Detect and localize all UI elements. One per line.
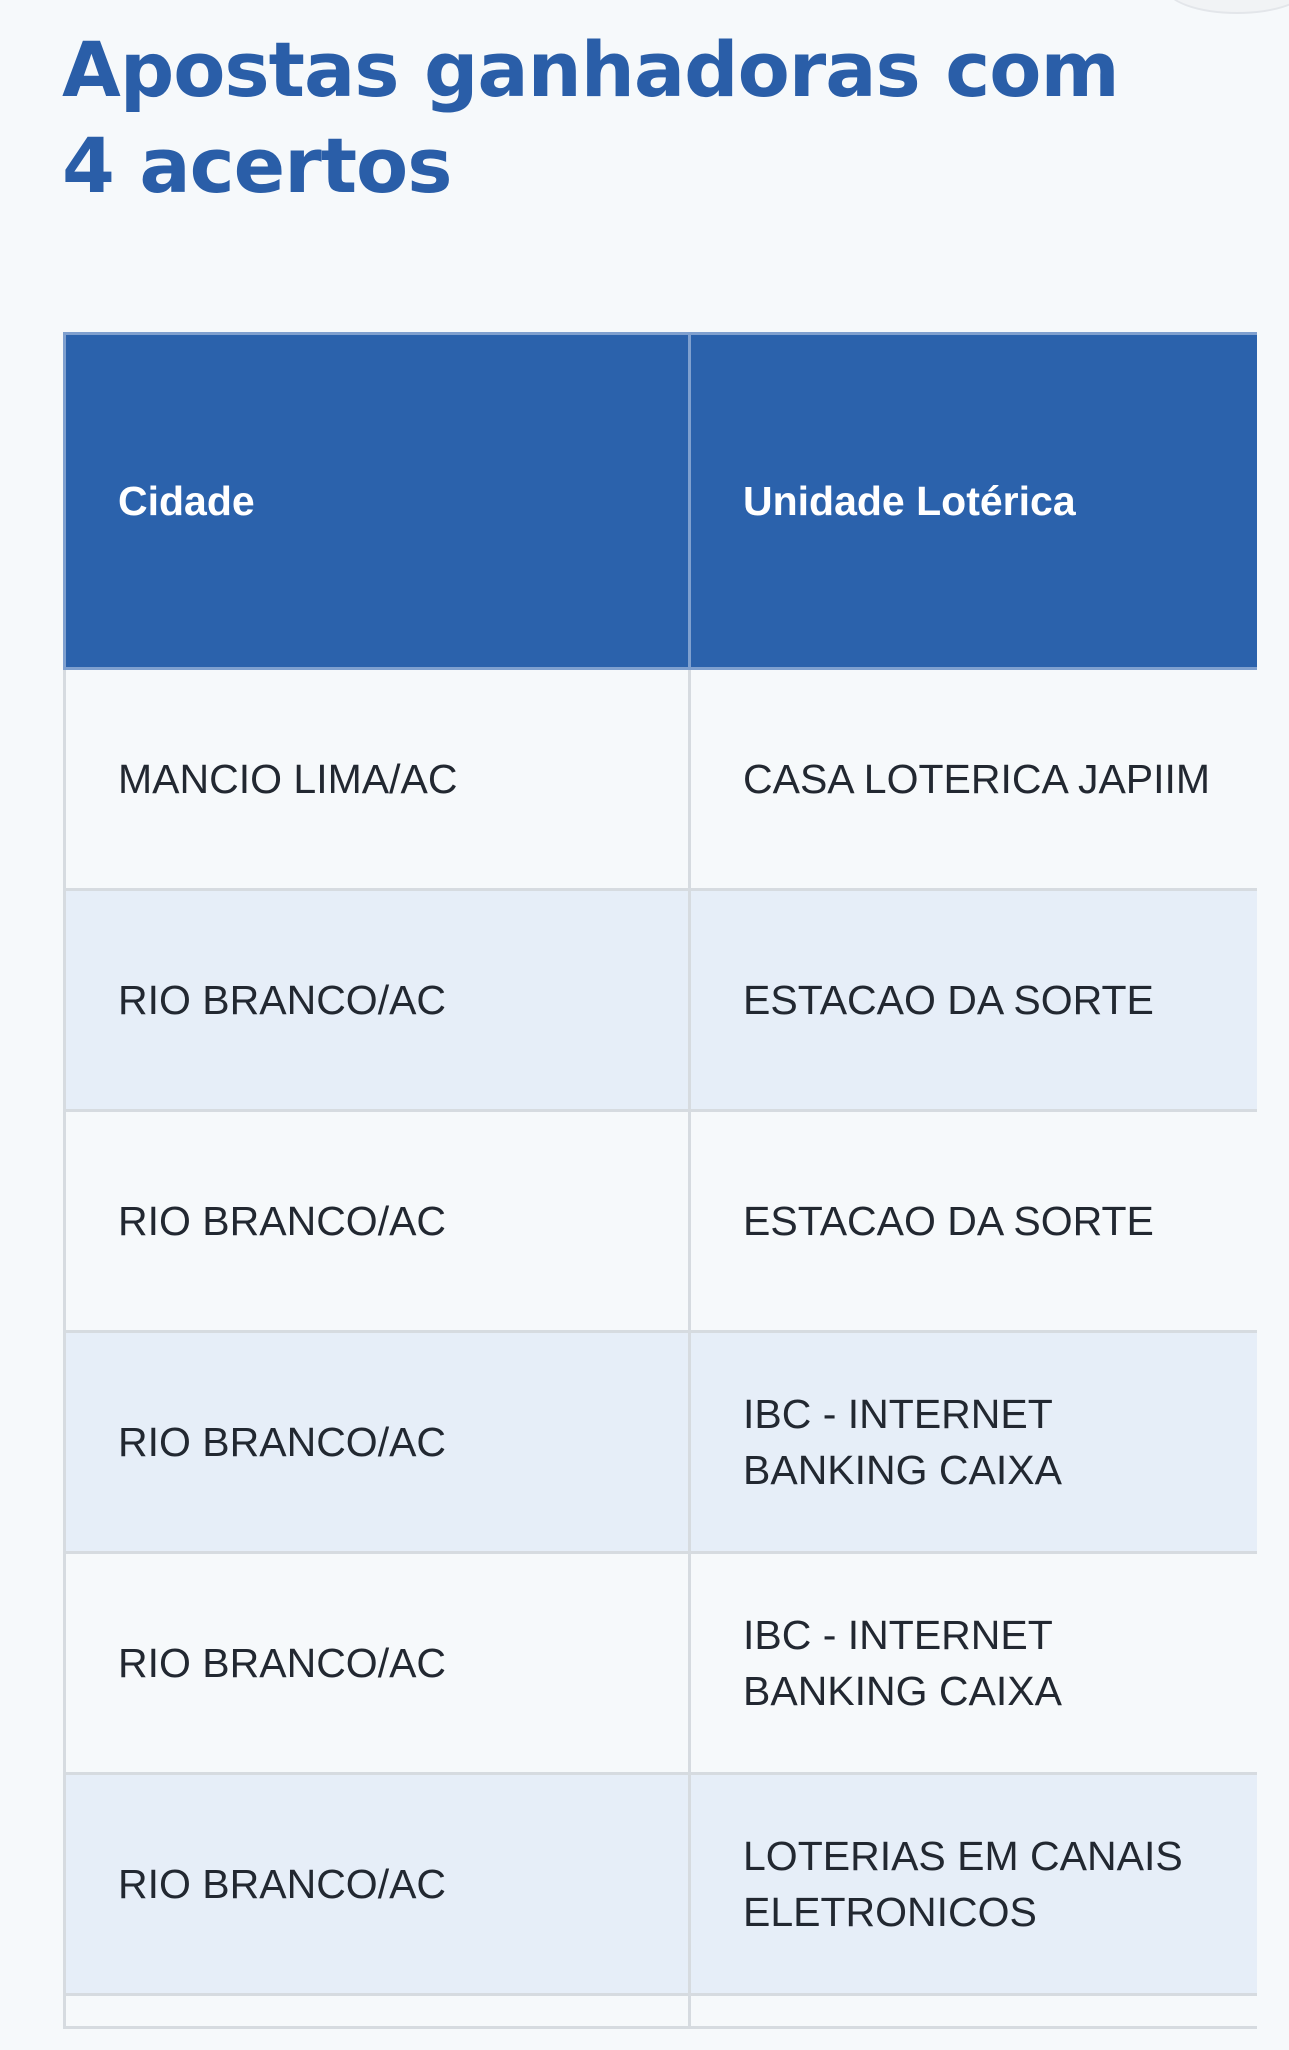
cell-cidade: RIO BRANCO/AC bbox=[65, 1553, 690, 1774]
corner-decoration bbox=[1165, 0, 1289, 14]
cell-unidade: CASA LOTERICA JAPIIM bbox=[690, 669, 1262, 890]
cell-cidade: RIO BRANCO/AC bbox=[65, 890, 690, 1111]
cell-cidade: MANCIO LIMA/AC bbox=[65, 669, 690, 890]
table-row bbox=[65, 1774, 1262, 1995]
cell-partial bbox=[690, 1995, 1262, 2028]
table-header-row bbox=[65, 334, 1262, 669]
table-row-partial bbox=[65, 1995, 1262, 2028]
table-row bbox=[65, 1553, 1262, 1774]
cell-cidade: RIO BRANCO/AC bbox=[65, 1111, 690, 1332]
cell-unidade: LOTERIAS EM CANAIS ELETRONICOS bbox=[690, 1774, 1262, 1995]
table-row bbox=[65, 890, 1262, 1111]
table-row bbox=[65, 1332, 1262, 1553]
cell-unidade: IBC - INTERNET BANKING CAIXA bbox=[690, 1553, 1262, 1774]
header-unidade-loterica: Unidade Lotérica bbox=[690, 334, 1262, 669]
cell-cidade: RIO BRANCO/AC bbox=[65, 1774, 690, 1995]
table-row bbox=[65, 1111, 1262, 1332]
cell-cidade: RIO BRANCO/AC bbox=[65, 1332, 690, 1553]
table-row bbox=[65, 669, 1262, 890]
header-cidade: Cidade bbox=[65, 334, 690, 669]
cell-partial bbox=[65, 1995, 690, 2028]
page-title: Apostas ganhadoras com 4 acertos bbox=[62, 25, 1119, 210]
cell-unidade: IBC - INTERNET BANKING CAIXA bbox=[690, 1332, 1262, 1553]
winners-table bbox=[63, 332, 1263, 2029]
cell-unidade: ESTACAO DA SORTE bbox=[690, 890, 1262, 1111]
cell-unidade: ESTACAO DA SORTE bbox=[690, 1111, 1262, 1332]
viewport-edge bbox=[1257, 330, 1289, 2050]
